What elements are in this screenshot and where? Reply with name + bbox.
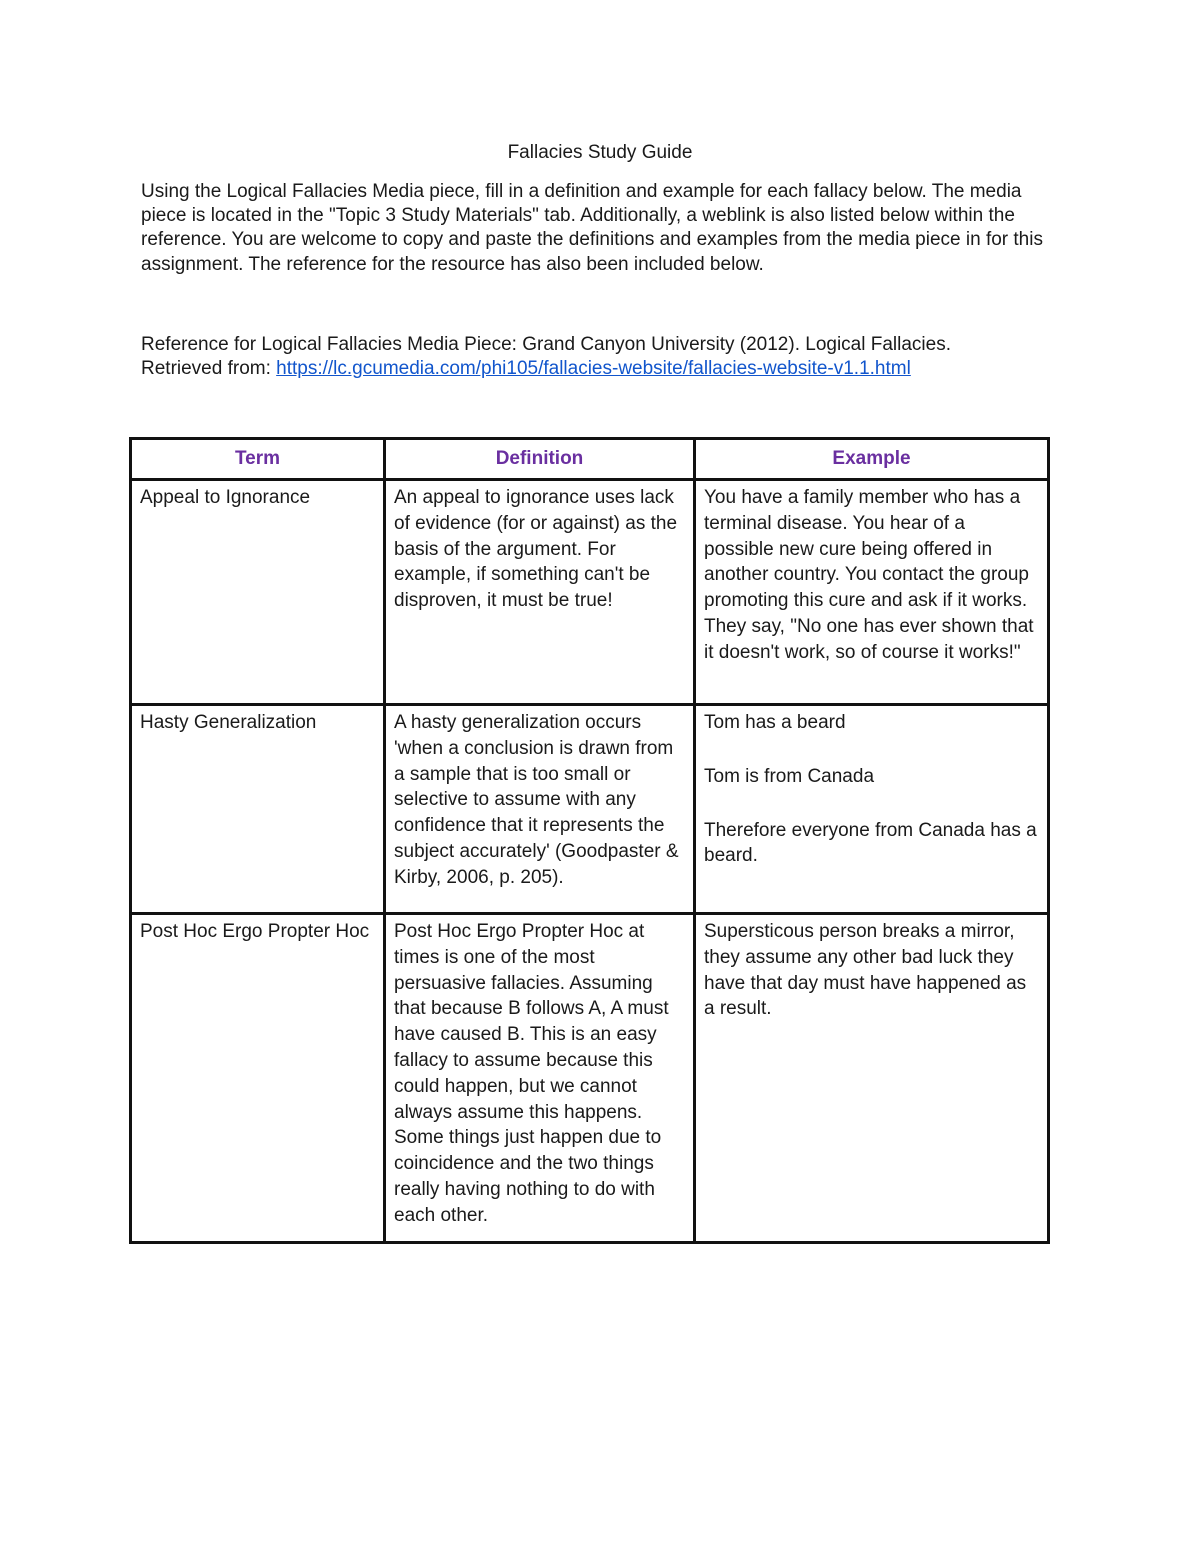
example-line: Tom has a beard (704, 712, 846, 733)
example-cell: Supersticous person breaks a mirror, they assume any other bad luck they have that day must have happened as a result. (695, 914, 1049, 1243)
reference-retrieved-line (141, 357, 1061, 381)
definition-cell: Post Hoc Ergo Propter Hoc at times is one of the most persuasive fallacies. Assuming that because B follows A, A must have caused B. This is an easy fallacy to assume because this could happen, but we cannot always assume this happens. Some things just happen due to coincidence and the two things really having nothing to do with each other. (385, 914, 695, 1243)
reference-citation: Reference for Logical Fallacies Media Piece: Grand Canyon University (2012). Logical Fallacies. (141, 334, 951, 355)
table-header-row (131, 439, 1049, 480)
header-term: Term (131, 439, 385, 480)
reference-retrieved-label: Retrieved from: (141, 358, 277, 380)
term-cell: Hasty Generalization (131, 705, 385, 914)
table-row (131, 705, 1049, 914)
definition-cell: An appeal to ignorance uses lack of evidence (for or against) as the basis of the argument. For example, if something can't be disproven, it must be true! (385, 480, 695, 705)
header-definition: Definition (385, 439, 695, 480)
header-example: Example (695, 439, 1049, 480)
example-cell (695, 705, 1049, 914)
term-cell: Post Hoc Ergo Propter Hoc (131, 914, 385, 1243)
example-cell: You have a family member who has a terminal disease. You hear of a possible new cure being offered in another country. You contact the group promoting this cure and ask if it works. They say, "No one has ever shown that it doesn't work, so of course it works!" (695, 480, 1049, 705)
table-row (131, 914, 1049, 1243)
definition-cell: A hasty generalization occurs 'when a conclusion is drawn from a sample that is too small or selective to assume with any confidence that it represents the subject accurately' (Goodpaster & Kirby, 2006, p. 205). (385, 705, 695, 914)
example-line: Therefore everyone from Canada has a beard. (704, 819, 1037, 867)
intro-paragraph: Using the Logical Fallacies Media piece, fill in a definition and example for each fallacy below. The media piece is located in the "Topic 3 Study Materials" tab. Additionally, a weblink is also listed below within the reference. You are welcome to copy and paste the definitions and examples from the media piece in for this assignment. The reference for the resource has also been included below. (141, 181, 1043, 275)
example-line: Tom is from Canada (704, 765, 875, 787)
term-cell: Appeal to Ignorance (131, 480, 385, 705)
page-title: Fallacies Study Guide (507, 142, 693, 163)
table-row (131, 480, 1049, 705)
reference-link[interactable]: https://lc.gcumedia.com/phi105/fallacies-website/fallacies-website-v1.1.html (276, 358, 911, 380)
reference-paragraph (141, 333, 1061, 381)
fallacy-table (129, 437, 1050, 1244)
